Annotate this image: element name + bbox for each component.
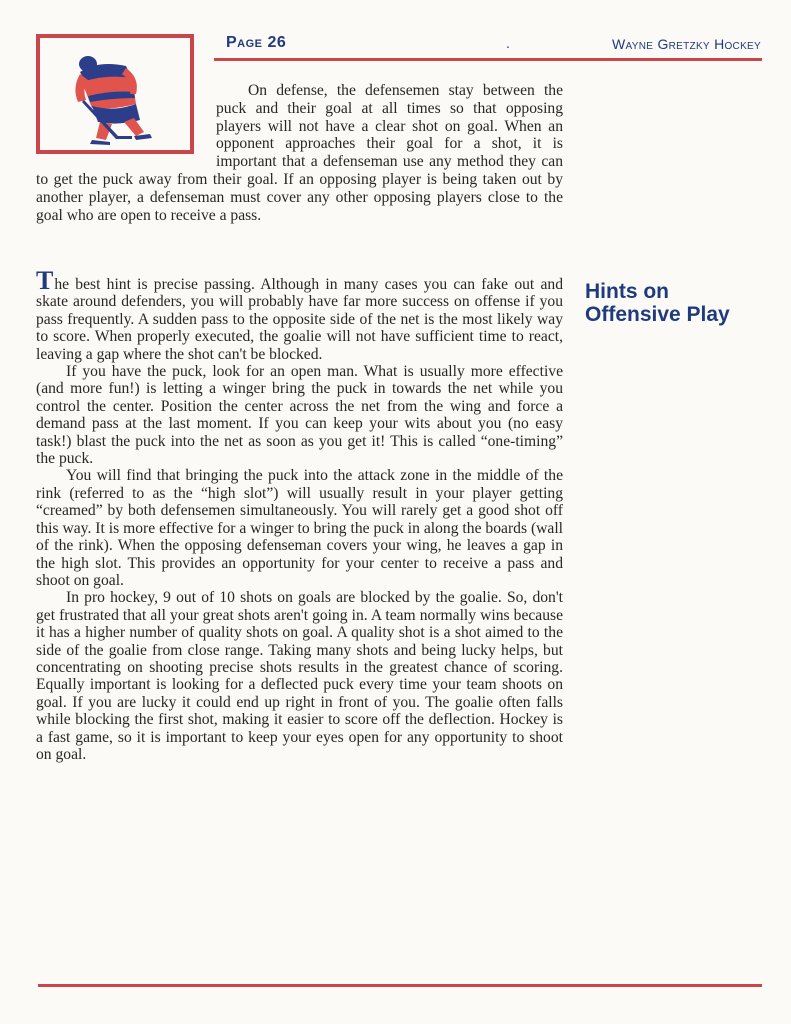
page-number: Page 26 [226,34,287,51]
paragraph-2: If you have the puck, look for an open man. What is usually more effective (and more fun!) is letting a winger bring the puck in towards the net while you control the center. Position the center across the net from the wing and force a demand pass at the last moment. If you can keep your wits about you (no easy task!) blast the puck into the net as soon as you get it! This is called “one-timing” the puck. [36,363,563,468]
main-text-block [36,266,563,763]
section-heading: Hints on Offensive Play [585,280,730,326]
running-header-title: Wayne Gretzky Hockey [612,36,761,52]
footer-rule [38,984,762,987]
paragraph-1-text: he best hint is precise passing. Although in many cases you can fake out and skate around defenders, you will probably have far more success on offense if you pass frequently. A sudden pass to the opposite side of the net is the most likely way to score. When properly executed, the goalie will not have sufficient time to react, leaving a gap where the shot can't be blocked. [36,276,563,363]
paragraph-3: You will find that bringing the puck into the attack zone in the middle of the rink (referred to as the “high slot”) will usually result in your player getting “creamed” by both defensemen simultaneously. You will rarely get a good shot off this way. It is more effective for a winger to bring the puck in along the boards (wall of the rink). When the opposing defenseman covers your wing, he leaves a gap in the high slot. This provides an opportunity for your center to receive a pass and shoot on goal. [36,467,563,589]
header-rule [214,58,762,61]
header-separator: . [506,35,510,51]
intro-text-block [36,82,563,224]
paragraph-4: In pro hockey, 9 out of 10 shots on goals are blocked by the goalie. So, don't get frustrated that all your great shots aren't going in. A team normally wins because it has a higher number of quality shots on goal. A quality shot is a shot aimed to the side of the goalie from close range. Taking many shots and being lucky helps, but concentrating on shooting precise shots results in the greatest chance of scoring. Equally important is looking for a deflected puck every time your team shoots on goal. If you are lucky it could end up right in front of you. The goalie often falls while blocking the first shot, making it easier to score off the deflection. Hockey is a fast game, so it is important to keep your eyes open for any opportunity to shoot on goal. [36,589,563,763]
drop-cap: T [36,266,54,295]
intro-paragraph: On defense, the defensemen stay between the puck and their goal at all times so that opposing players will not have a clear shot on goal. When an opponent approaches their goal for a shot, it is important that a defenseman use any method they can to get the puck away from their goal. If an opposing player is being taken out by another player, a defenseman must cover any other opposing players close to the goal who are open to receive a pass. [36,82,563,224]
paragraph-1 [36,266,563,363]
